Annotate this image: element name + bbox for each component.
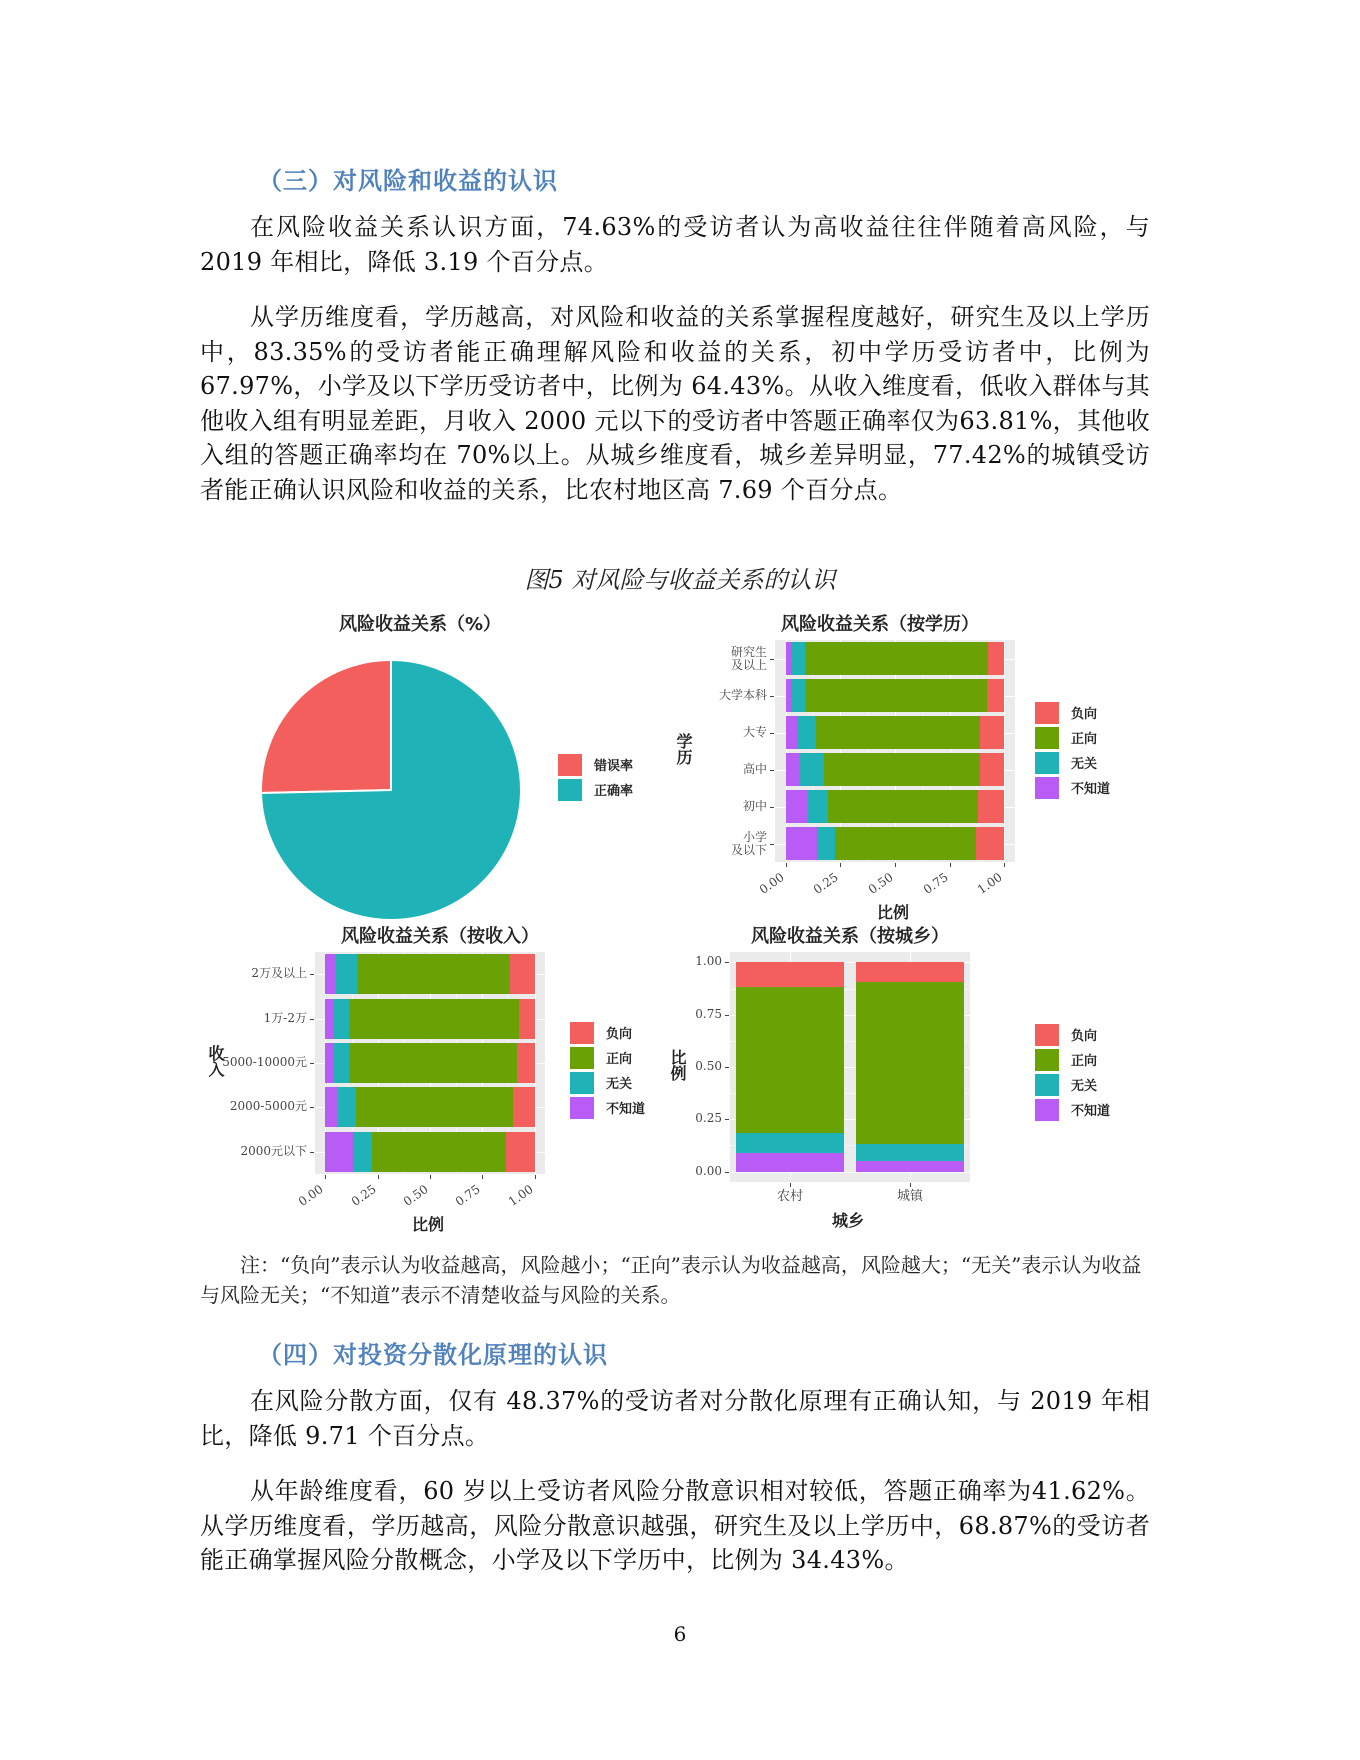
stacked-bar	[786, 753, 1004, 786]
stacked-bar	[325, 999, 534, 1039]
bar-segment-无关	[338, 1087, 356, 1127]
legend-label: 无关	[1071, 1079, 1098, 1094]
bar-segment-正向	[349, 1043, 516, 1083]
stacked-bar	[856, 962, 964, 1171]
legend-swatch	[1035, 752, 1059, 774]
tick-label: 1.00	[505, 1182, 536, 1209]
bar-segment-不知道	[856, 1161, 964, 1171]
axis-tick	[725, 1119, 729, 1120]
bar-chart-by-education	[660, 600, 1140, 930]
axis-tick	[725, 1067, 729, 1068]
axis-tick	[770, 770, 774, 771]
bar-segment-不知道	[786, 753, 800, 786]
tick-label: 1.00	[695, 954, 722, 969]
legend-label: 不知道	[1071, 782, 1111, 797]
tick-label: 0.25	[348, 1182, 379, 1209]
legend-item	[1035, 700, 1110, 725]
bar-segment-无关	[353, 1132, 373, 1172]
legend-item	[1035, 750, 1110, 775]
bar-segment-正向	[357, 954, 510, 994]
legend-swatch	[558, 754, 582, 776]
bar-segment-无关	[800, 753, 824, 786]
tick-label: 0.75	[920, 870, 951, 897]
page-number: 6	[673, 1622, 687, 1646]
axis-tick	[725, 962, 729, 963]
stacked-bar	[786, 716, 1004, 749]
tick-label: 0.00	[296, 1182, 327, 1209]
legend-swatch	[1035, 1099, 1059, 1121]
bar-segment-负向	[978, 790, 1004, 823]
axis-tick	[770, 844, 774, 845]
legend-label: 负向	[606, 1027, 633, 1042]
section-heading-risk-return: （三）对风险和收益的认识	[258, 167, 558, 195]
legend-swatch	[1035, 1074, 1059, 1096]
legend-item	[1035, 1072, 1110, 1097]
axis-tick	[1004, 863, 1005, 867]
legend-item	[570, 1070, 645, 1095]
stacked-bar	[325, 1087, 534, 1127]
paragraph-risk-return-overview: 在风险收益关系认识方面，74.63%的受访者认为高收益往往伴随着高风险，与 2019 年相比，降低 3.19 个百分点。	[200, 213, 1150, 276]
x-axis-title: 比例	[412, 1215, 445, 1234]
bar-segment-正向	[824, 753, 980, 786]
axis-tick	[310, 1063, 314, 1064]
stacked-bar	[786, 790, 1004, 823]
tick-label: 1.00	[975, 870, 1005, 897]
legend-label: 负向	[1071, 707, 1098, 722]
grid-line	[730, 1172, 970, 1173]
bar-segment-无关	[334, 999, 350, 1039]
category-label: 2万及以上	[251, 966, 307, 981]
stacked-bar	[325, 954, 534, 994]
bar-segment-无关	[807, 790, 829, 823]
chart-title: 风险收益关系（按收入）	[341, 926, 539, 947]
bar-segment-正向	[372, 1132, 506, 1172]
category-label: 初中	[742, 798, 767, 813]
legend-label: 不知道	[1071, 1104, 1111, 1119]
tick-label: 0.00	[695, 1163, 722, 1178]
bar-segment-不知道	[325, 1087, 338, 1127]
legend-label: 不知道	[606, 1102, 646, 1117]
axis-tick	[770, 659, 774, 660]
category-label: 5000-10000元	[222, 1055, 307, 1069]
legend-item	[570, 1045, 645, 1070]
paragraph-risk-return-dimensions: 从学历维度看，学历越高，对风险和收益的关系掌握程度越好，研究生及以上学历中，83.35%的受访者能正确理解风险和收益的关系，初中学历受访者中，比例为 67.97%，小学及以下学历受访者中，比例为 64.43%。从收入维度看，低收入群体与其他收入组有明显差距，月收入 2000 元以下的受访者中答题正确率仅为63.81%，其他收入组的答题正确率均在 70%以上。从城乡维度看，城乡差异明显，77.42%的城镇受访者能正确认识风险和收益的关系，比农村地区高 7.69 个百分点。	[200, 303, 1150, 504]
axis-tick	[535, 1175, 536, 1179]
axis-tick	[310, 974, 314, 975]
paragraph-diversification-overview: 在风险分散方面，仅有 48.37%的受访者对分散化原理有正确认知，与 2019 年相比，降低 9.71 个百分点。	[200, 1387, 1150, 1450]
tick-label: 0.25	[695, 1111, 722, 1126]
bar-segment-负向	[736, 962, 844, 987]
axis-tick	[910, 1183, 911, 1187]
tick-label: 0.50	[865, 870, 896, 897]
bar-segment-无关	[336, 954, 357, 994]
axis-tick	[725, 1015, 729, 1016]
legend-label: 正向	[1071, 1054, 1098, 1069]
plot-panel	[315, 952, 545, 1174]
bar-segment-正向	[835, 827, 976, 860]
stacked-bar	[325, 1132, 534, 1172]
axis-tick	[482, 1175, 483, 1179]
legend-label: 正确率	[594, 784, 634, 799]
axis-tick	[430, 1175, 431, 1179]
bar-segment-无关	[798, 716, 817, 749]
bar-segment-无关	[334, 1043, 350, 1083]
bar-segment-负向	[987, 679, 1004, 712]
legend-swatch	[558, 779, 582, 801]
bar-segment-正向	[356, 1087, 513, 1127]
bar-segment-负向	[517, 1043, 535, 1083]
bar-segment-不知道	[325, 1043, 333, 1083]
legend-item	[570, 1020, 645, 1045]
axis-tick	[310, 1152, 314, 1153]
bar-segment-不知道	[786, 827, 818, 860]
bar-segment-正向	[736, 987, 844, 1132]
legend-label: 错误率	[594, 759, 634, 774]
axis-tick	[786, 863, 787, 867]
bar-segment-负向	[510, 954, 535, 994]
legend-swatch	[570, 1072, 594, 1094]
pie-legend	[558, 752, 633, 802]
bar-segment-不知道	[325, 999, 333, 1039]
legend-swatch	[1035, 1049, 1059, 1071]
legend-item	[1035, 1022, 1110, 1047]
category-label: 大学本科	[718, 687, 767, 702]
paragraph-diversification-dimensions: 从年龄维度看，60 岁以上受访者风险分散意识相对较低，答题正确率为41.62%。从学历维度看，学历越高，风险分散意识越强，研究生及以上学历中，68.87%的受访者能正确掌握风险分散概念，小学及以下学历中，比例为 34.43%。	[200, 1477, 1150, 1574]
stacked-bar	[325, 1043, 534, 1083]
chart-legend	[1035, 700, 1110, 800]
plot-panel	[775, 640, 1015, 862]
legend-item	[1035, 1097, 1110, 1122]
stacked-bar	[786, 679, 1004, 712]
x-axis-title: 比例	[877, 903, 910, 922]
category-label: 高中	[742, 761, 767, 776]
bar-segment-正向	[805, 642, 987, 675]
bar-segment-不知道	[325, 954, 335, 994]
legend-label: 负向	[1071, 1029, 1098, 1044]
bar-segment-负向	[506, 1132, 534, 1172]
bar-segment-不知道	[786, 790, 807, 823]
bar-segment-负向	[988, 642, 1004, 675]
chart-title: 风险收益关系（%）	[338, 614, 502, 635]
bar-chart-by-urban-rural	[660, 912, 1140, 1242]
axis-tick	[770, 696, 774, 697]
stacked-bar	[786, 827, 1004, 860]
bar-segment-无关	[856, 1144, 964, 1161]
bar-segment-不知道	[325, 1132, 352, 1172]
axis-tick	[895, 863, 896, 867]
axis-tick	[790, 1183, 791, 1187]
bar-segment-负向	[856, 962, 964, 982]
grid-line	[1004, 640, 1005, 862]
tick-label: 0.00	[756, 870, 787, 897]
category-label: 研究生 及以上	[730, 644, 767, 672]
bar-segment-正向	[856, 982, 964, 1144]
chart-title: 风险收益关系（按学历）	[781, 614, 979, 635]
bar-segment-无关	[817, 827, 834, 860]
bar-segment-无关	[791, 642, 805, 675]
stacked-bar	[786, 642, 1004, 675]
legend-item	[558, 777, 633, 802]
axis-tick	[770, 807, 774, 808]
chart-legend	[1035, 1022, 1110, 1122]
legend-item	[570, 1095, 645, 1120]
axis-tick	[950, 863, 951, 867]
tick-label: 0.25	[811, 870, 842, 897]
category-label: 2000元以下	[240, 1143, 307, 1158]
bar-segment-无关	[791, 679, 805, 712]
legend-label: 无关	[606, 1077, 633, 1092]
bar-segment-正向	[816, 716, 980, 749]
bar-segment-正向	[828, 790, 978, 823]
category-label: 大专	[742, 724, 767, 739]
pie-slice-error-rate	[261, 660, 391, 793]
plot-panel	[730, 952, 970, 1182]
bar-segment-无关	[736, 1133, 844, 1153]
figure-caption: 图5 对风险与收益关系的认识	[524, 566, 836, 594]
category-label: 城镇	[896, 1189, 923, 1204]
legend-label: 无关	[1071, 757, 1098, 772]
pie-chart-risk-return	[240, 600, 660, 930]
chart-title: 风险收益关系（按城乡）	[751, 926, 949, 947]
axis-tick	[310, 1019, 314, 1020]
y-axis-title: 比例	[668, 1049, 687, 1081]
legend-swatch	[1035, 702, 1059, 724]
legend-label: 正向	[606, 1052, 633, 1067]
pie-graphic	[256, 655, 526, 925]
tick-label: 0.50	[695, 1059, 722, 1073]
legend-swatch	[570, 1022, 594, 1044]
tick-label: 0.50	[400, 1182, 431, 1209]
y-axis-title: 收入	[206, 1045, 225, 1077]
legend-swatch	[1035, 727, 1059, 749]
legend-swatch	[1035, 777, 1059, 799]
y-axis-title: 学历	[674, 733, 693, 765]
legend-item	[1035, 775, 1110, 800]
legend-swatch	[570, 1047, 594, 1069]
figure-note: 注：“负向”表示认为收益越高，风险越小；“正向”表示认为收益越高，风险越大；“无关”表示认为收益与风险无关；“不知道”表示不清楚收益与风险的关系。	[200, 1253, 1142, 1307]
axis-tick	[378, 1175, 379, 1179]
bar-chart-by-income	[190, 912, 670, 1242]
legend-item	[1035, 725, 1110, 750]
bar-segment-负向	[519, 999, 535, 1039]
category-label: 小学 及以下	[730, 829, 767, 857]
legend-swatch	[1035, 1024, 1059, 1046]
bar-segment-负向	[513, 1087, 535, 1127]
bar-segment-负向	[980, 716, 1004, 749]
tick-label: 0.75	[695, 1006, 722, 1021]
bar-segment-负向	[980, 753, 1004, 786]
legend-item	[1035, 1047, 1110, 1072]
axis-tick	[840, 863, 841, 867]
category-label: 2000-5000元	[229, 1099, 307, 1114]
axis-tick	[325, 1175, 326, 1179]
legend-swatch	[570, 1097, 594, 1119]
stacked-bar	[736, 962, 844, 1171]
bar-segment-不知道	[736, 1153, 844, 1172]
category-label: 农村	[776, 1189, 803, 1204]
chart-legend	[570, 1020, 645, 1120]
section-heading-diversification: （四）对投资分散化原理的认识	[258, 1341, 608, 1369]
bar-segment-不知道	[786, 716, 798, 749]
x-axis-title: 城乡	[832, 1211, 865, 1230]
axis-tick	[310, 1107, 314, 1108]
legend-label: 正向	[1071, 732, 1098, 747]
legend-item	[558, 752, 633, 777]
tick-label: 0.75	[453, 1182, 484, 1209]
axis-tick	[725, 1172, 729, 1173]
bar-segment-负向	[976, 827, 1004, 860]
axis-tick	[770, 733, 774, 734]
bar-segment-正向	[349, 999, 519, 1039]
bar-segment-正向	[805, 679, 986, 712]
category-label: 1万-2万	[263, 1010, 307, 1025]
